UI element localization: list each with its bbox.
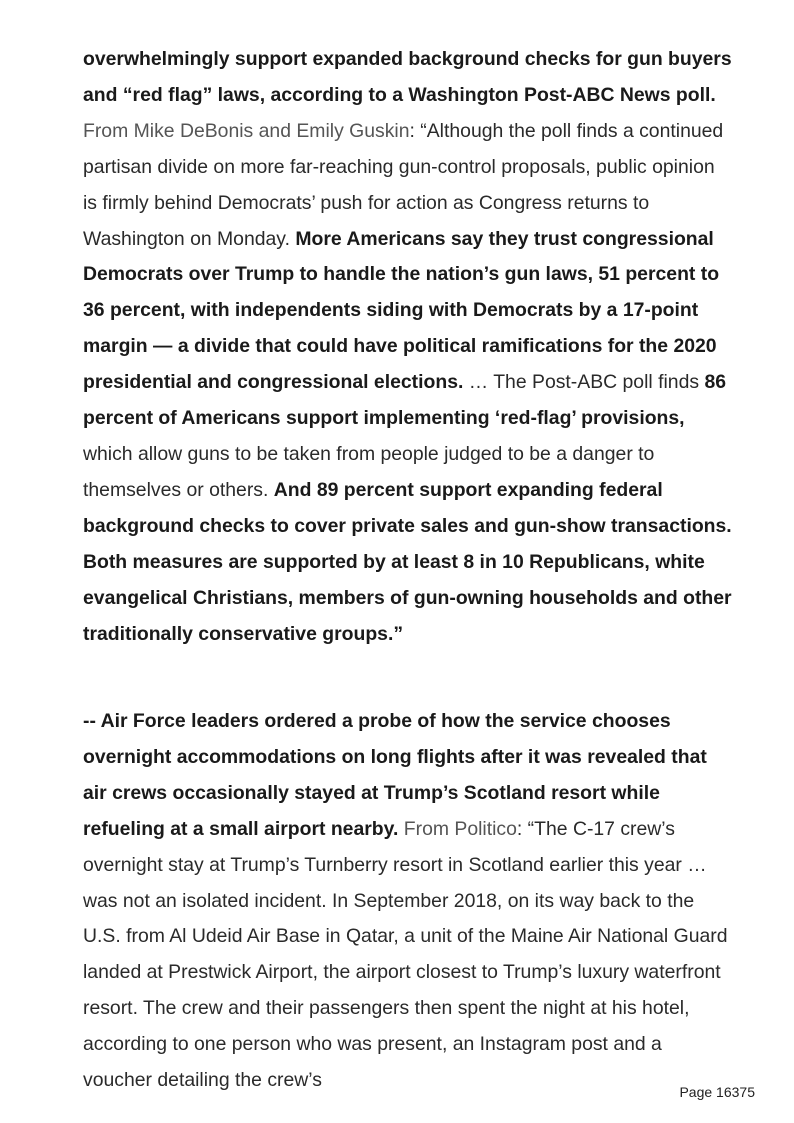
page-number: Page 16375 [679,1084,755,1100]
body-text: : “Although the poll finds a continued partisan divide on more far-reaching gun-control proposals, public opinion is firmly behind Democrats’ push for action as Congress returns to Washington on Monday. [83,119,724,250]
source-attribution: From Politico [398,817,517,840]
paragraph-gun-poll [83,42,733,652]
bold-text: And 89 percent support expanding federal background checks to cover private sales and gun-show transactions. Both measures are supported by at least 8 in 10 Republicans, white evangelical Christians, members of gun-owning households and other traditionally conservative groups.” [83,478,732,645]
body-text: … The Post-ABC poll finds [463,371,705,394]
bold-text: More Americans say they trust congressional Democrats over Trump to handle the nation’s gun laws, 51 percent to 36 percent, with independents siding with Democrats by a 17-point margin — a divide that could have political ramifications for the 2020 presidential and congressional elections. [83,227,720,394]
body-text: : “The C-17 crew’s overnight stay at Trump’s Turnberry resort in Scotland earlier this year … was not an isolated incident. In September 2018, on its way back to the U.S. from Al Udeid Air Base in Qatar, a unit of the Maine Air National Guard landed at Prestwick Airport, the airport closest to Trump’s luxury waterfront resort. The crew and their passengers then spent the night at his hotel, according to one person who was present, an Instagram post and a voucher detailing the crew’s [83,817,728,1092]
bold-text: 86 percent of Americans support implementing ‘red-flag’ provisions, [83,371,727,430]
bold-lead: overwhelmingly support expanded background checks for gun buyers and “red flag” laws, according to a Washington Post-ABC News poll. [83,48,732,106]
bold-lead: -- Air Force leaders ordered a probe of how the service chooses overnight accommodations on long flights after it was revealed that air crews occasionally stayed at Trump’s Scotland resort while refueling at a small airport nearby. [83,710,707,840]
source-attribution: From Mike DeBonis and Emily Guskin [83,119,410,142]
body-text: which allow guns to be taken from people judged to be a danger to themselves or others. [83,442,655,501]
paragraph-air-force [83,704,733,1092]
